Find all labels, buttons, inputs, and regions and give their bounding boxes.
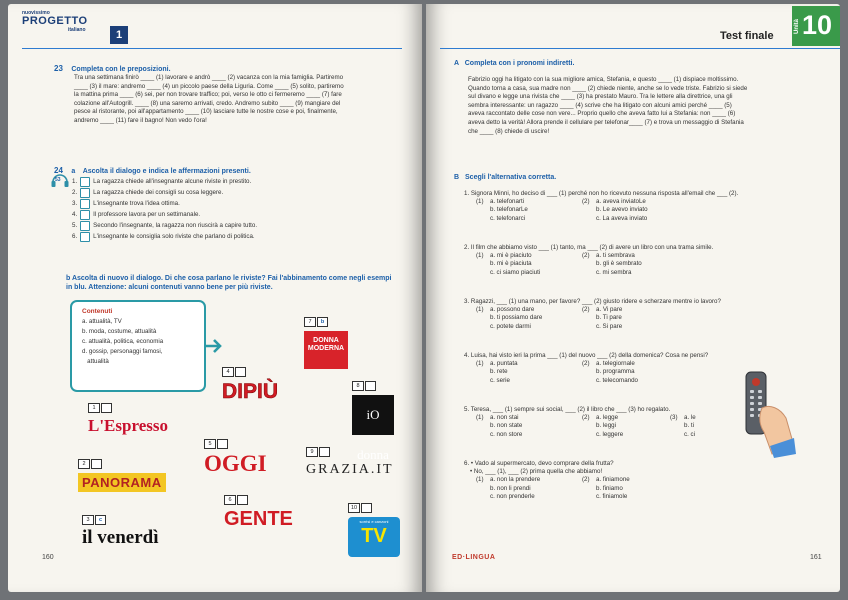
option[interactable]: b. mi è piaciuta <box>490 260 532 268</box>
exercise-instruction: Completa con le preposizioni. <box>71 66 171 73</box>
magazine-logo-gente: GENTE <box>224 508 293 530</box>
logo-small-text: nuovissimo <box>22 10 50 16</box>
magazine-logo-grazia: GRAZIA.IT <box>306 462 394 477</box>
answer-box[interactable] <box>365 381 376 391</box>
magazine-1 <box>88 396 168 436</box>
contenuti-box <box>70 300 206 392</box>
statement-item <box>72 198 372 209</box>
option[interactable]: b. telefonarLe <box>490 206 528 214</box>
magazine-number: 3 <box>82 515 94 525</box>
option[interactable]: c. ci siamo piaciuti <box>490 268 541 276</box>
option[interactable]: a. non la prendere <box>490 476 541 484</box>
item-number: 2. <box>72 189 78 196</box>
statement-text: La ragazza chiede dei consigli su cosa leggere. <box>93 189 224 196</box>
arrow-right-icon <box>204 336 224 356</box>
item-number: 5. <box>72 222 78 229</box>
contenuti-item: attualità <box>82 358 109 365</box>
contenuti-item: a. attualità, TV <box>82 318 122 325</box>
question-text: 5. Teresa, ___ (1) sempre sui social, ___ (2) il libro che ___ (3) ho regalato. <box>464 406 671 413</box>
section-b-header <box>454 174 556 181</box>
contenuti-item: d. gossip, personaggi famosi, <box>82 348 163 355</box>
logo-subtitle: italiano <box>68 27 86 33</box>
question-1 <box>464 190 834 223</box>
magazine-2 <box>78 452 166 492</box>
contenuti-title: Contenuti <box>82 308 113 315</box>
section-a-text <box>468 76 818 136</box>
magazine-number: 9 <box>306 447 318 457</box>
text-line: pesce al ristorante, poi all'appartamento ____ (10) lasciare tutte le nostre cose e poi, finalmente, <box>74 108 338 116</box>
option[interactable]: a. puntata <box>490 360 518 368</box>
magazine-logo-dipiu: DIPIÙ <box>222 380 279 403</box>
unit-number: 10 <box>802 10 833 40</box>
text-line: aveva detto la verità! Allora prende il cellulare per telefonar____ (7) e trova un messaggio di Stefania <box>468 118 744 126</box>
magazine-10 <box>348 496 400 557</box>
book-logo <box>22 10 122 40</box>
instruction-line: in blu. Attenzione: alcuni contenuti vanno bene per più riviste. <box>66 284 273 291</box>
question-text: 6. • Vado al supermercato, devo comprare della frutta? <box>464 460 614 467</box>
option[interactable]: b. leggi <box>596 422 616 430</box>
blank-number: (1) <box>476 476 484 484</box>
instruction-line: Ascolta di nuovo il dialogo. Di che cosa parlano le riviste? Fai l'abbinamento come negli esempi <box>71 275 392 282</box>
answer-box[interactable] <box>91 459 102 469</box>
question-text-2: • No, ___ (1), ___ (2) prima quella che abbiamo! <box>470 468 603 476</box>
text-line: che ____ (8) chiede di uscire! <box>468 127 550 135</box>
item-number: 3. <box>72 200 78 207</box>
option[interactable]: c. telefonarci <box>490 214 526 222</box>
option[interactable]: a. aveva inviatoLe <box>596 198 646 206</box>
statement-checkbox[interactable] <box>80 232 90 242</box>
option[interactable]: a. ti sembrava <box>596 252 635 260</box>
option[interactable]: b. Le avevo inviato <box>596 206 648 214</box>
option[interactable]: c. leggere <box>596 430 624 438</box>
exercise-letter: a <box>71 168 76 175</box>
blank-number: (2) <box>582 252 590 260</box>
blank-number: (2) <box>582 414 590 422</box>
unit-badge: 1 <box>110 26 128 44</box>
magazine-number: 1 <box>88 403 100 413</box>
option[interactable]: a. telefonarti <box>490 198 525 206</box>
section-instruction: Completa con i pronomi indiretti. <box>464 60 575 67</box>
option[interactable]: c. ci <box>684 430 696 438</box>
magazine-number: 8 <box>352 381 364 391</box>
statement-checkbox[interactable] <box>80 199 90 209</box>
text-line: colazione all'Autogrill. ____ (8) una saremo arrivati, credo. Andremo subito ____ (9) mangiare del <box>74 99 341 107</box>
exercise-letter: b <box>66 275 71 282</box>
option[interactable]: a. Vi pare <box>596 306 623 314</box>
tv-logo-top-text: sorrisi e canzoni <box>359 519 389 524</box>
question-3 <box>464 298 834 331</box>
blank-number: (1) <box>476 252 484 260</box>
option[interactable]: b. Ti pare <box>596 314 622 322</box>
magazine-logo-oggi: OGGI <box>204 451 267 476</box>
text-line: sembra interessante: un ragazzo ____ (4) scrive che ha litigato con alcuni amici perché ____ (5) <box>468 101 732 109</box>
magazine-9 <box>306 440 394 478</box>
option[interactable]: c. Si pare <box>596 322 623 330</box>
text-line: Tra una settimana finirò ____ (1) lavorare e andrò ____ (2) vacanza con la mia famiglia. Partiremo <box>74 74 344 81</box>
right-page <box>426 4 840 592</box>
statement-text: Il professore lavora per un settimanale. <box>93 211 201 218</box>
option[interactable]: b. rete <box>490 368 508 376</box>
question-text: 4. Luisa, hai visto ieri la prima ___ (1) del nuovo ___ (2) della domenica? Cosa ne pensi? <box>464 352 709 359</box>
option[interactable]: a. telegiornale <box>596 360 635 368</box>
publisher-brand: ED·LINGUA <box>452 554 496 561</box>
question-text: 2. Il film che abbiamo visto ___ (1) tanto, ma ___ (2) di avere un libro con una trama simile. <box>464 244 714 251</box>
exercise-number: 24 <box>54 166 63 175</box>
magazine-logo-donna-moderna: DONNA MODERNA <box>304 331 348 369</box>
magazine-number: 10 <box>348 503 360 513</box>
question-2 <box>464 244 834 277</box>
option[interactable]: b. non li prendi <box>490 484 531 492</box>
magazine-number: 2 <box>78 459 90 469</box>
option[interactable]: b. programma <box>596 368 635 376</box>
option[interactable]: a. non stai <box>490 414 519 422</box>
blank-number: (2) <box>582 198 590 206</box>
question-6 <box>464 460 764 501</box>
option[interactable]: c. La aveva inviato <box>596 214 648 222</box>
answer-box[interactable] <box>217 439 228 449</box>
question-text: 3. Ragazzi, ___ (1) una mano, per favore? ___ (2) giusto ridere e scherzare mentre io lavoro? <box>464 298 721 305</box>
option[interactable]: b. ti <box>684 422 694 430</box>
statement-item <box>72 220 372 231</box>
blank-number: (1) <box>476 198 484 206</box>
exercise-number: 23 <box>54 64 63 73</box>
section-a-header <box>454 60 574 67</box>
magazine-7 <box>304 310 348 369</box>
option[interactable]: c. telecomando <box>596 376 638 384</box>
page-number: 160 <box>42 554 54 561</box>
audio-track-icon[interactable] <box>50 172 70 188</box>
option[interactable]: c. mi sembra <box>596 268 632 276</box>
text-line: andremo ____ (11) fare il bagno! Non vedo l'ora! <box>74 116 207 124</box>
item-number: 4. <box>72 211 78 218</box>
answer-box[interactable] <box>237 495 248 505</box>
statement-item <box>72 231 372 242</box>
blank-number: (1) <box>476 306 484 314</box>
magazine-number: 7 <box>304 317 316 327</box>
magazine-8 <box>352 374 394 462</box>
text-line: ____ (3) il mare: andremo ____ (4) un piccolo paese della Liguria. Come ____ (5) solito, partiremo <box>74 82 344 90</box>
tv-logo-text: TV <box>361 525 387 547</box>
blank-number: (2) <box>582 306 590 314</box>
statement-text: L'insegnante trova l'idea ottima. <box>93 200 180 207</box>
answer-box[interactable] <box>101 403 112 413</box>
question-5 <box>464 406 754 439</box>
magazine-number: 4 <box>222 367 234 377</box>
statement-checkbox[interactable] <box>80 188 90 198</box>
exercise-23-text <box>74 74 414 126</box>
item-number: 6. <box>72 233 78 240</box>
option[interactable]: b. gli è sembrato <box>596 260 642 268</box>
header-rule <box>22 48 402 49</box>
track-number: 53 <box>55 177 61 183</box>
blank-number: (2) <box>582 476 590 484</box>
text-line: Fabrizio oggi ha litigato con la sua migliore amica, Stefania, e questo ____ (1) dispiace moltissimo. <box>468 76 739 83</box>
option[interactable]: b. finiamo <box>596 484 623 492</box>
option[interactable]: c. non prenderle <box>490 492 535 500</box>
remote-control-illustration <box>740 368 796 458</box>
text-line: Quando torna a casa, sua madre non ____ (2) chiede niente, anche se lo vede triste. Fabrizio si siede <box>468 84 748 92</box>
option[interactable]: c. non store <box>490 430 523 438</box>
header-rule <box>440 48 840 49</box>
left-page <box>8 4 422 592</box>
statement-text: Secondo l'insegnante, la ragazza non riuscirà a capire tutto. <box>93 222 258 229</box>
option[interactable]: c. potete darmi <box>490 322 531 330</box>
option[interactable]: b. ti possiamo dare <box>490 314 543 322</box>
section-instruction: Scegli l'alternativa corretta. <box>465 174 557 181</box>
exercise-instruction: Ascolta il dialogo e indica le affermazioni presenti. <box>82 168 251 175</box>
answer-box[interactable] <box>361 503 372 513</box>
statement-checkbox[interactable] <box>80 177 90 187</box>
magazine-logo-venerdi: il venerdì <box>82 527 159 548</box>
statement-text: La ragazza chiede all'insegnante alcune riviste in prestito. <box>93 178 252 185</box>
magazine-number: 6 <box>224 495 236 505</box>
section-letter: A <box>454 60 459 67</box>
statement-item <box>72 176 372 187</box>
item-number: 1. <box>72 178 78 185</box>
option[interactable]: a. le <box>684 414 696 422</box>
option[interactable]: a. mi è piaciuto <box>490 252 532 260</box>
magazine-6 <box>224 488 293 531</box>
blank-number: (2) <box>582 360 590 368</box>
magazine-logo-tv <box>348 517 400 557</box>
text-line: la mattina prima ____ (6) sei, per non trovare traffico; poi, verso le otto ci fermeremo ____ (7) fare <box>74 91 342 99</box>
section-letter: B <box>454 174 460 181</box>
magazine-5 <box>204 432 267 477</box>
statement-checkbox[interactable] <box>80 221 90 231</box>
contenuti-item: c. attualità, politica, economia <box>82 338 164 345</box>
text-line: aveva raccontato delle cose non vere... Proprio quello che aveva fatto lui a Stefania: non ____ (6) <box>468 110 736 118</box>
text-line: sul divano e legge una rivista che ____ (3) ha prestato Mauro. Tra le lettere alla direttrice, una gli <box>468 93 733 101</box>
page-title: Test finale <box>720 30 774 42</box>
option[interactable]: a. possono dare <box>490 306 535 314</box>
unit-tab <box>792 6 840 46</box>
magazine-logo-panorama: PANORAMA <box>78 473 166 492</box>
statement-item <box>72 209 372 220</box>
option[interactable]: c. serie <box>490 376 510 384</box>
blank-number: (3) <box>670 414 678 422</box>
exercise-b-instruction <box>66 274 416 292</box>
answer-box[interactable] <box>235 367 246 377</box>
option[interactable]: a. legge <box>596 414 619 422</box>
statement-item <box>72 187 372 198</box>
magazine-logo-io-donna: iO donna <box>352 395 394 435</box>
answer-box[interactable]: b <box>317 317 328 327</box>
statement-text: L'insegnante le consiglia solo riviste che parlano di politica. <box>93 233 255 240</box>
unit-label: Unità <box>794 19 800 34</box>
page-number: 161 <box>810 554 822 561</box>
question-text: 1. Signora Minni, ho deciso di ___ (1) perché non ho ricevuto nessuna risposta all'email che ___ (2). <box>464 190 739 197</box>
logo-title: PROGETTO <box>22 15 88 27</box>
magazine-logo-espresso: L'Espresso <box>88 416 168 435</box>
option[interactable]: a. finiamone <box>596 476 630 484</box>
statement-list <box>72 176 372 242</box>
contenuti-item: b. moda, costume, attualità <box>82 328 157 335</box>
blank-number: (1) <box>476 360 484 368</box>
answer-box[interactable] <box>319 447 330 457</box>
answer-box[interactable]: c <box>95 515 106 525</box>
option[interactable]: c. finiamole <box>596 492 628 500</box>
magazine-4 <box>222 360 278 404</box>
statement-checkbox[interactable] <box>80 210 90 220</box>
magazine-number: 5 <box>204 439 216 449</box>
option[interactable]: b. non state <box>490 422 523 430</box>
blank-number: (1) <box>476 414 484 422</box>
magazine-3 <box>82 508 159 549</box>
